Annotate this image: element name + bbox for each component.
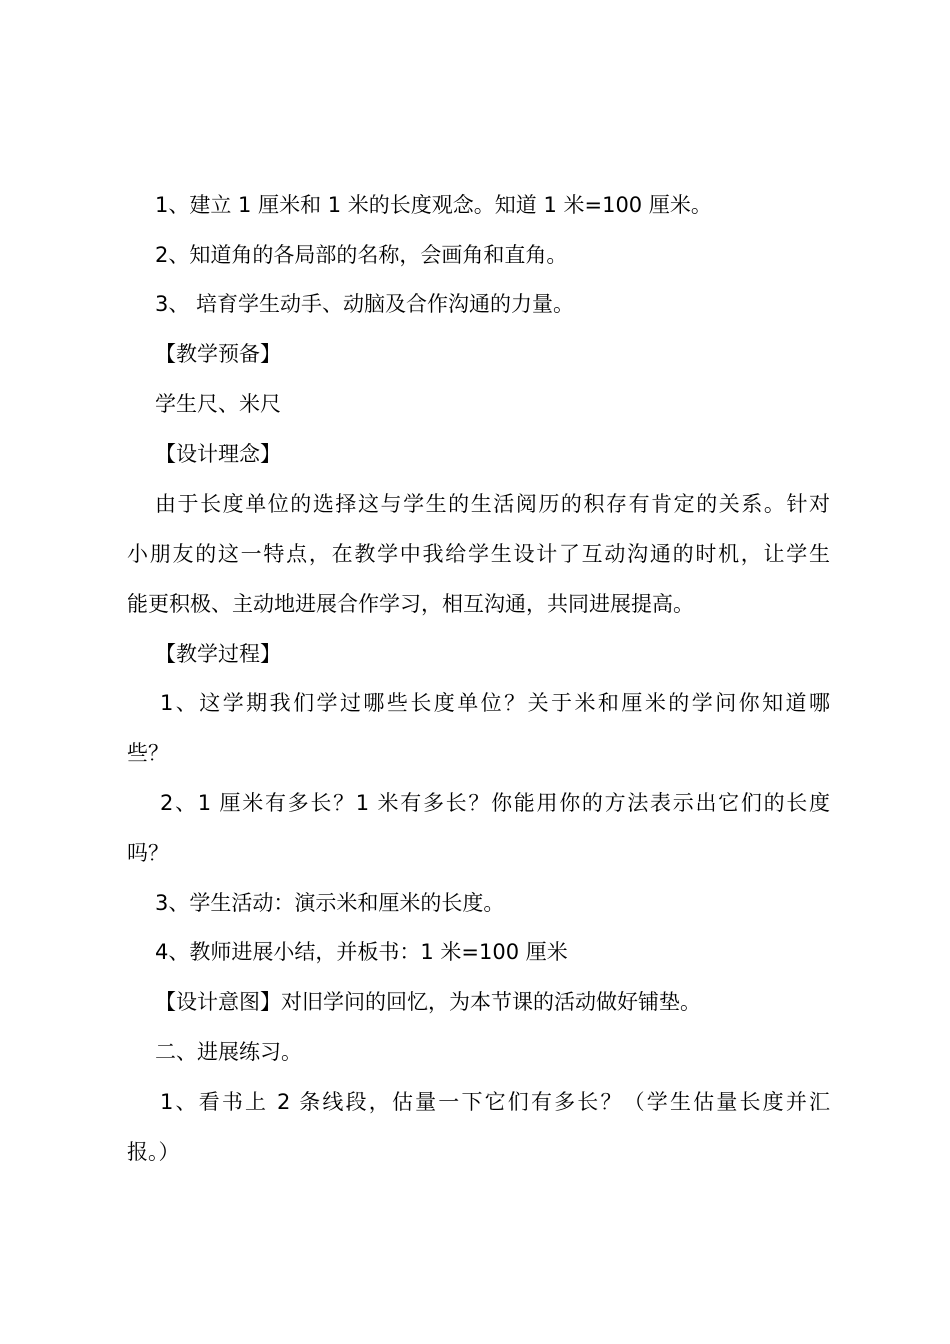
practice-item-1-line-1: 1、看书上 2 条线段，估量一下它们有多长？（学生估量长度并汇 [160,1090,830,1114]
objective-2: 2、知道角的各局部的名称，会画角和直角。 [155,243,568,267]
process-item-1-line-2: 些？ [127,741,169,765]
concept-line-1: 由于长度单位的选择这与学生的生活阅历的积存有肯定的关系。针对 [155,492,830,516]
process-item-2-line-1: 2、1 厘米有多长？1 米有多长？你能用你的方法表示出它们的长度 [160,791,830,815]
process-item-3: 3、学生活动：演示米和厘米的长度。 [155,891,505,915]
practice-item-1-line-2: 报。） [127,1140,180,1164]
process-heading: 【教学过程】 [155,642,281,666]
objective-1: 1、建立 1 厘米和 1 米的长度观念。知道 1 米=100 厘米。 [155,193,712,217]
objective-3: 3、 培育学生动手、动脑及合作沟通的力量。 [155,292,575,316]
intent-text: 【设计意图】对旧学问的回忆，为本节课的活动做好铺垫。 [155,990,701,1014]
concept-line-3: 能更积极、主动地进展合作学习，相互沟通，共同进展提高。 [127,592,694,616]
process-item-1-line-1: 1、这学期我们学过哪些长度单位？关于米和厘米的学问你知道哪 [160,691,830,715]
prep-text: 学生尺、米尺 [155,392,281,416]
section-two-heading: 二、进展练习。 [155,1040,302,1064]
process-item-2-line-2: 吗？ [127,841,169,865]
concept-line-2: 小朋友的这一特点，在教学中我给学生设计了互动沟通的时机，让学生 [127,542,830,566]
concept-heading: 【设计理念】 [155,442,281,466]
prep-heading: 【教学预备】 [155,342,281,366]
process-item-4: 4、教师进展小结，并板书：1 米=100 厘米 [155,940,568,964]
